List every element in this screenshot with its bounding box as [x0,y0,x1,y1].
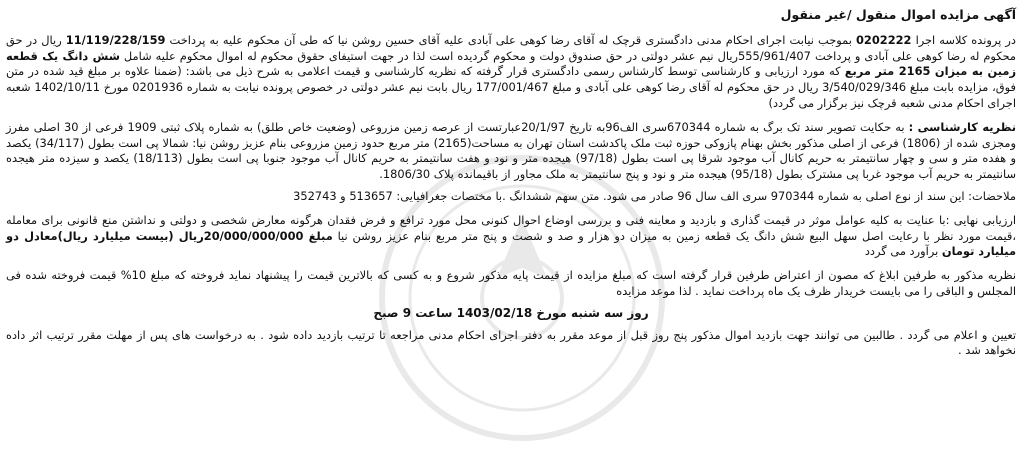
auction-terms-paragraph: نظریه مذکور به طرفین ابلاغ که مصون از اعتراض طرفین قرار گرفته است که مبلغ مزایده از قیمت پایه مذکور شروع و به کسی که بالاترین قیمت را پیشنهاد نماید فروخته که مبلغ 10% قیمت فروخته شده فی المجلس و الباقی را می بایست خریدار ظرف یک ماه پرداخت نماید . لذا موعد مزایده [6,268,1016,298]
case-number: 0202222 [856,32,912,47]
case-text-4: که مورد ارزیابی و کارشناسی توسط کارشناس رسمی دادگستری قرار گرفته که نظریه کارشناسی و قیمت اعلامی به شرح ذیل می باشد: (ضمنا علاوه بر مبلغ قید شده در متن فوق، مزایده بابت مبلغ 3/540/029/346 ریال در حق محکوم له آقای رضا کوهی علی آبادی و مبلغ 177/001/467 ریال بابت نیم عشر دولتی در خصوص پرونده نیابت به شماره 0201936 مورخ 1402/10/11 شعبه اجرای احکام مدنی شعبه قرچک نیز برگزار می گردد) [6,64,1016,110]
case-text-2: بموجب نیابت اجرای احکام مدنی دادگستری قرچک له آقای رضا کوهی علی آبادی علیه آقای حسین روشن نیا که طی آن محکوم علیه به پرداخت [165,32,856,47]
visit-info-paragraph: تعیین و اعلام می گردد . طالبین می توانند جهت بازدید اموال مذکور پنج روز قبل از موعد مقرر به دفتر اجرای احکام مدنی مراجعه تا ترتیب بازدید داده شود . به درخواست های پس از مهلت مقرر ترتیب اثر داده نخواهد شد . [6,327,1016,358]
case-text-3: ریال در حق محکوم له رضا کوهی علی آبادی و پرداخت 555/961/407ریال نیم عشر دولتی در حق صندوق دولت و محکوم گردیده است لذا در جهت استیفای حقوق محکوم له اموال محکوم علیه شامل [6,32,1017,63]
notice-document [6,4,1016,367]
case-text-1: در پرونده کلاسه اجرا [911,32,1016,47]
final-appraisal-tail: برآورد می گردد [864,244,942,259]
auction-date: روز سه شنبه مورخ 1403/02/18 ساعت 9 صبح [373,305,649,320]
remarks-paragraph: ملاحضات: این سند از نوع اصلی به شماره 970344 سری الف سال 96 صادر می شود. متن سهم ششدانگ .با مختصات جغرافیایی: 513657 و 352743 [293,188,1016,203]
judgment-amount: 11/119/228/159 [65,32,166,47]
appraised-amount: مبلغ 20/000/000/000ریال (بیست میلیارد ریال)معادل دو میلیارد تومان [6,228,1016,259]
final-appraisal-text: ارزیابی نهایی :با عنایت به کلیه عوامل موثر در قیمت گذاری و بازدید و معاینه فنی و بررسی اوضاع احوال کنونی محل مورد ترافع و فرض فقدان هرگونه معارض شخصی و دولتی و نداشتن منع قانونی برای معامله ،قیمت مورد نظر با رعایت اصل سهل البیع شش دانگ یک قطعه زمین به میزان دو هزار و صد و شصت و پنج متر مربع بنام عزیز روشن نیا [6,212,1017,243]
case-paragraph [6,33,1016,112]
expert-opinion-label: نظریه کارشناسی : [908,119,1016,134]
final-appraisal-paragraph [6,213,1016,260]
expert-opinion-paragraph [6,120,1016,183]
property-subject: شش دانگ یک قطعه زمین به میزان 2165 متر مربع [6,48,1016,79]
expert-opinion-text: به حکایت تصویر سند تک برگ به شماره 670344سری الف96به تاریخ 20/1/97عبارتست از عرصه زمین مزروعی (وضعیت خاص طلق) به شماره پلاک ثبتی 1909 فرعی از 30 اصلی مفرز ومجزی شده از (1806) فرعی از اصلی مذکور بخش بهنام پازوکی حوزه ثبت ملک پاکدشت استان تهران به مساحت(2165) متر مربع حدود زمین مزروعی بنام عزیز روشن نیا: شمالا پی است بطول (34/117) یکصد و هفده متر و سی و چهار سانتیمتر به حریم کانال آب موجود شرقا پی است بطول (97/18) هیجده متر و نود و هفت سانتیمتر به حریم کانال آب موجود جنوبا پی است بطول (18/113) یکصد و سیزده متر هیجده سانتیمتر به حریم آب موجود غربا پی مشترک بطول (95/18) هیجده متر و نود و پنج سانتیمتر به ملک مجاور از باقیمانده پلاک 1806/30. [6,119,1017,182]
notice-title: آگهی مزایده اموال منقول /غیر منقول [780,7,1016,22]
